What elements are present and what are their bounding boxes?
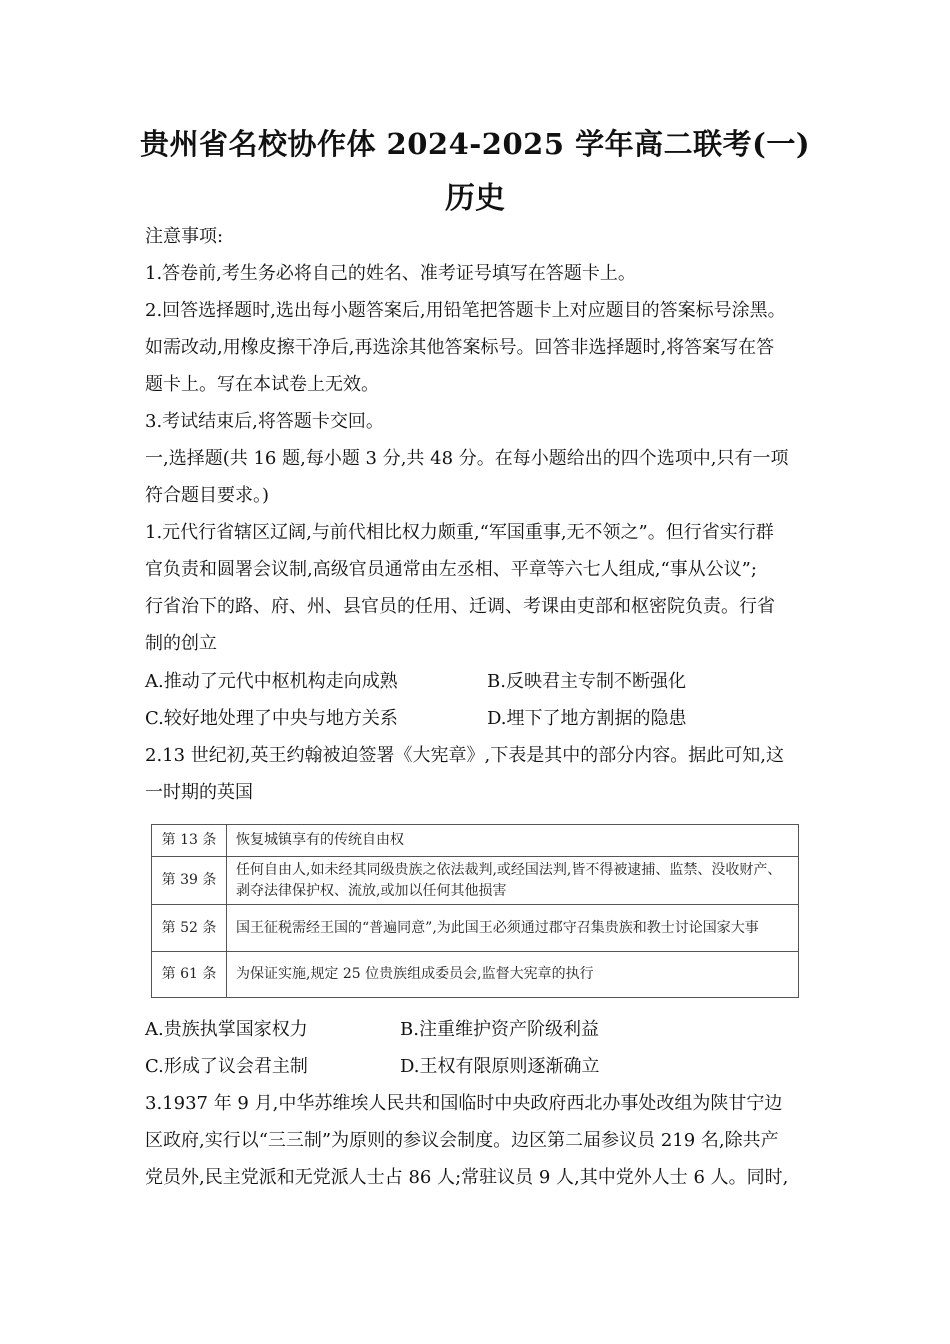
- notice-line: 如需改动,用橡皮擦干净后,再选涂其他答案标号。回答非选择题时,将答案写在答: [145, 337, 775, 358]
- question-1-stem: 制的创立: [145, 633, 217, 654]
- question-3-stem: 区政府,实行以“三三制”为原则的参议会制度。边区第二届参议员 219 名,除共产: [145, 1130, 779, 1151]
- notice-line: 1.答卷前,考生务必将自己的姓名、准考证号填写在答题卡上。: [145, 263, 636, 284]
- question-1-stem: 官负责和圆署会议制,高级官员通常由左丞相、平章等六七人组成,“事从公议”;: [145, 559, 757, 580]
- question-1-stem: 行省治下的路、府、州、县官员的任用、迁调、考课由吏部和枢密院负责。行省: [145, 596, 775, 617]
- article-content: 国王征税需经王国的“普遍同意”,为此国王必须通过郡守召集贵族和教士讨论国家大事: [227, 905, 799, 951]
- table-row: [152, 905, 799, 951]
- magna-carta-table: [151, 824, 799, 998]
- question-2-option-b[interactable]: B.注重维护资产阶级利益: [400, 1019, 599, 1040]
- table-row: [152, 825, 799, 857]
- question-2-option-c[interactable]: C.形成了议会君主制: [145, 1056, 308, 1077]
- question-1-option-a[interactable]: A.推动了元代中枢机构走向成熟: [145, 671, 398, 692]
- exam-title: 贵州省名校协作体 2024-2025 学年高二联考(一): [139, 127, 811, 161]
- section-heading: 一,选择题(共 16 题,每小题 3 分,共 48 分。在每小题给出的四个选项中,只有一项: [145, 448, 789, 469]
- question-3-stem: 党员外,民主党派和无党派人士占 86 人;常驻议员 9 人,其中党外人士 6 人。同时,: [145, 1167, 789, 1188]
- notice-line: 题卡上。写在本试卷上无效。: [145, 374, 379, 395]
- question-2-stem: 2.13 世纪初,英王约翰被迫签署《大宪章》,下表是其中的部分内容。据此可知,这: [145, 745, 784, 766]
- notice-line: 2.回答选择题时,选出每小题答案后,用铅笔把答题卡上对应题目的答案标号涂黑。: [145, 300, 786, 321]
- table-row: [152, 951, 799, 997]
- article-number: 第 13 条: [152, 825, 227, 857]
- question-2-stem: 一时期的英国: [145, 782, 253, 803]
- article-number: 第 52 条: [152, 905, 227, 951]
- question-3-stem: 3.1937 年 9 月,中华苏维埃人民共和国临时中央政府西北办事处改组为陕甘宁边: [145, 1093, 783, 1114]
- question-1-option-c[interactable]: C.较好地处理了中央与地方关系: [145, 708, 398, 729]
- article-content: 为保证实施,规定 25 位贵族组成委员会,监督大宪章的执行: [227, 951, 799, 997]
- question-2-option-d[interactable]: D.王权有限原则逐渐确立: [400, 1056, 600, 1077]
- question-2-option-a[interactable]: A.贵族执掌国家权力: [145, 1019, 308, 1040]
- notice-heading: 注意事项:: [145, 226, 224, 247]
- article-number: 第 61 条: [152, 951, 227, 997]
- article-content: 任何自由人,如未经其同级贵族之依法裁判,或经国法判,皆不得被逮捕、监禁、没收财产、剥夺法律保护权、流放,或加以任何其他损害: [227, 857, 799, 905]
- table-row: [152, 857, 799, 905]
- article-content: 恢复城镇享有的传统自由权: [227, 825, 799, 857]
- article-number: 第 39 条: [152, 857, 227, 905]
- subject-title: 历史: [445, 181, 505, 216]
- question-1-option-d[interactable]: D.埋下了地方割据的隐患: [487, 708, 687, 729]
- notice-line: 3.考试结束后,将答题卡交回。: [145, 411, 384, 432]
- section-heading: 符合题目要求。): [145, 485, 270, 506]
- question-1-stem: 1.元代行省辖区辽阔,与前代相比权力颇重,“军国重事,无不领之”。但行省实行群: [145, 522, 774, 543]
- question-1-option-b[interactable]: B.反映君主专制不断强化: [487, 671, 686, 692]
